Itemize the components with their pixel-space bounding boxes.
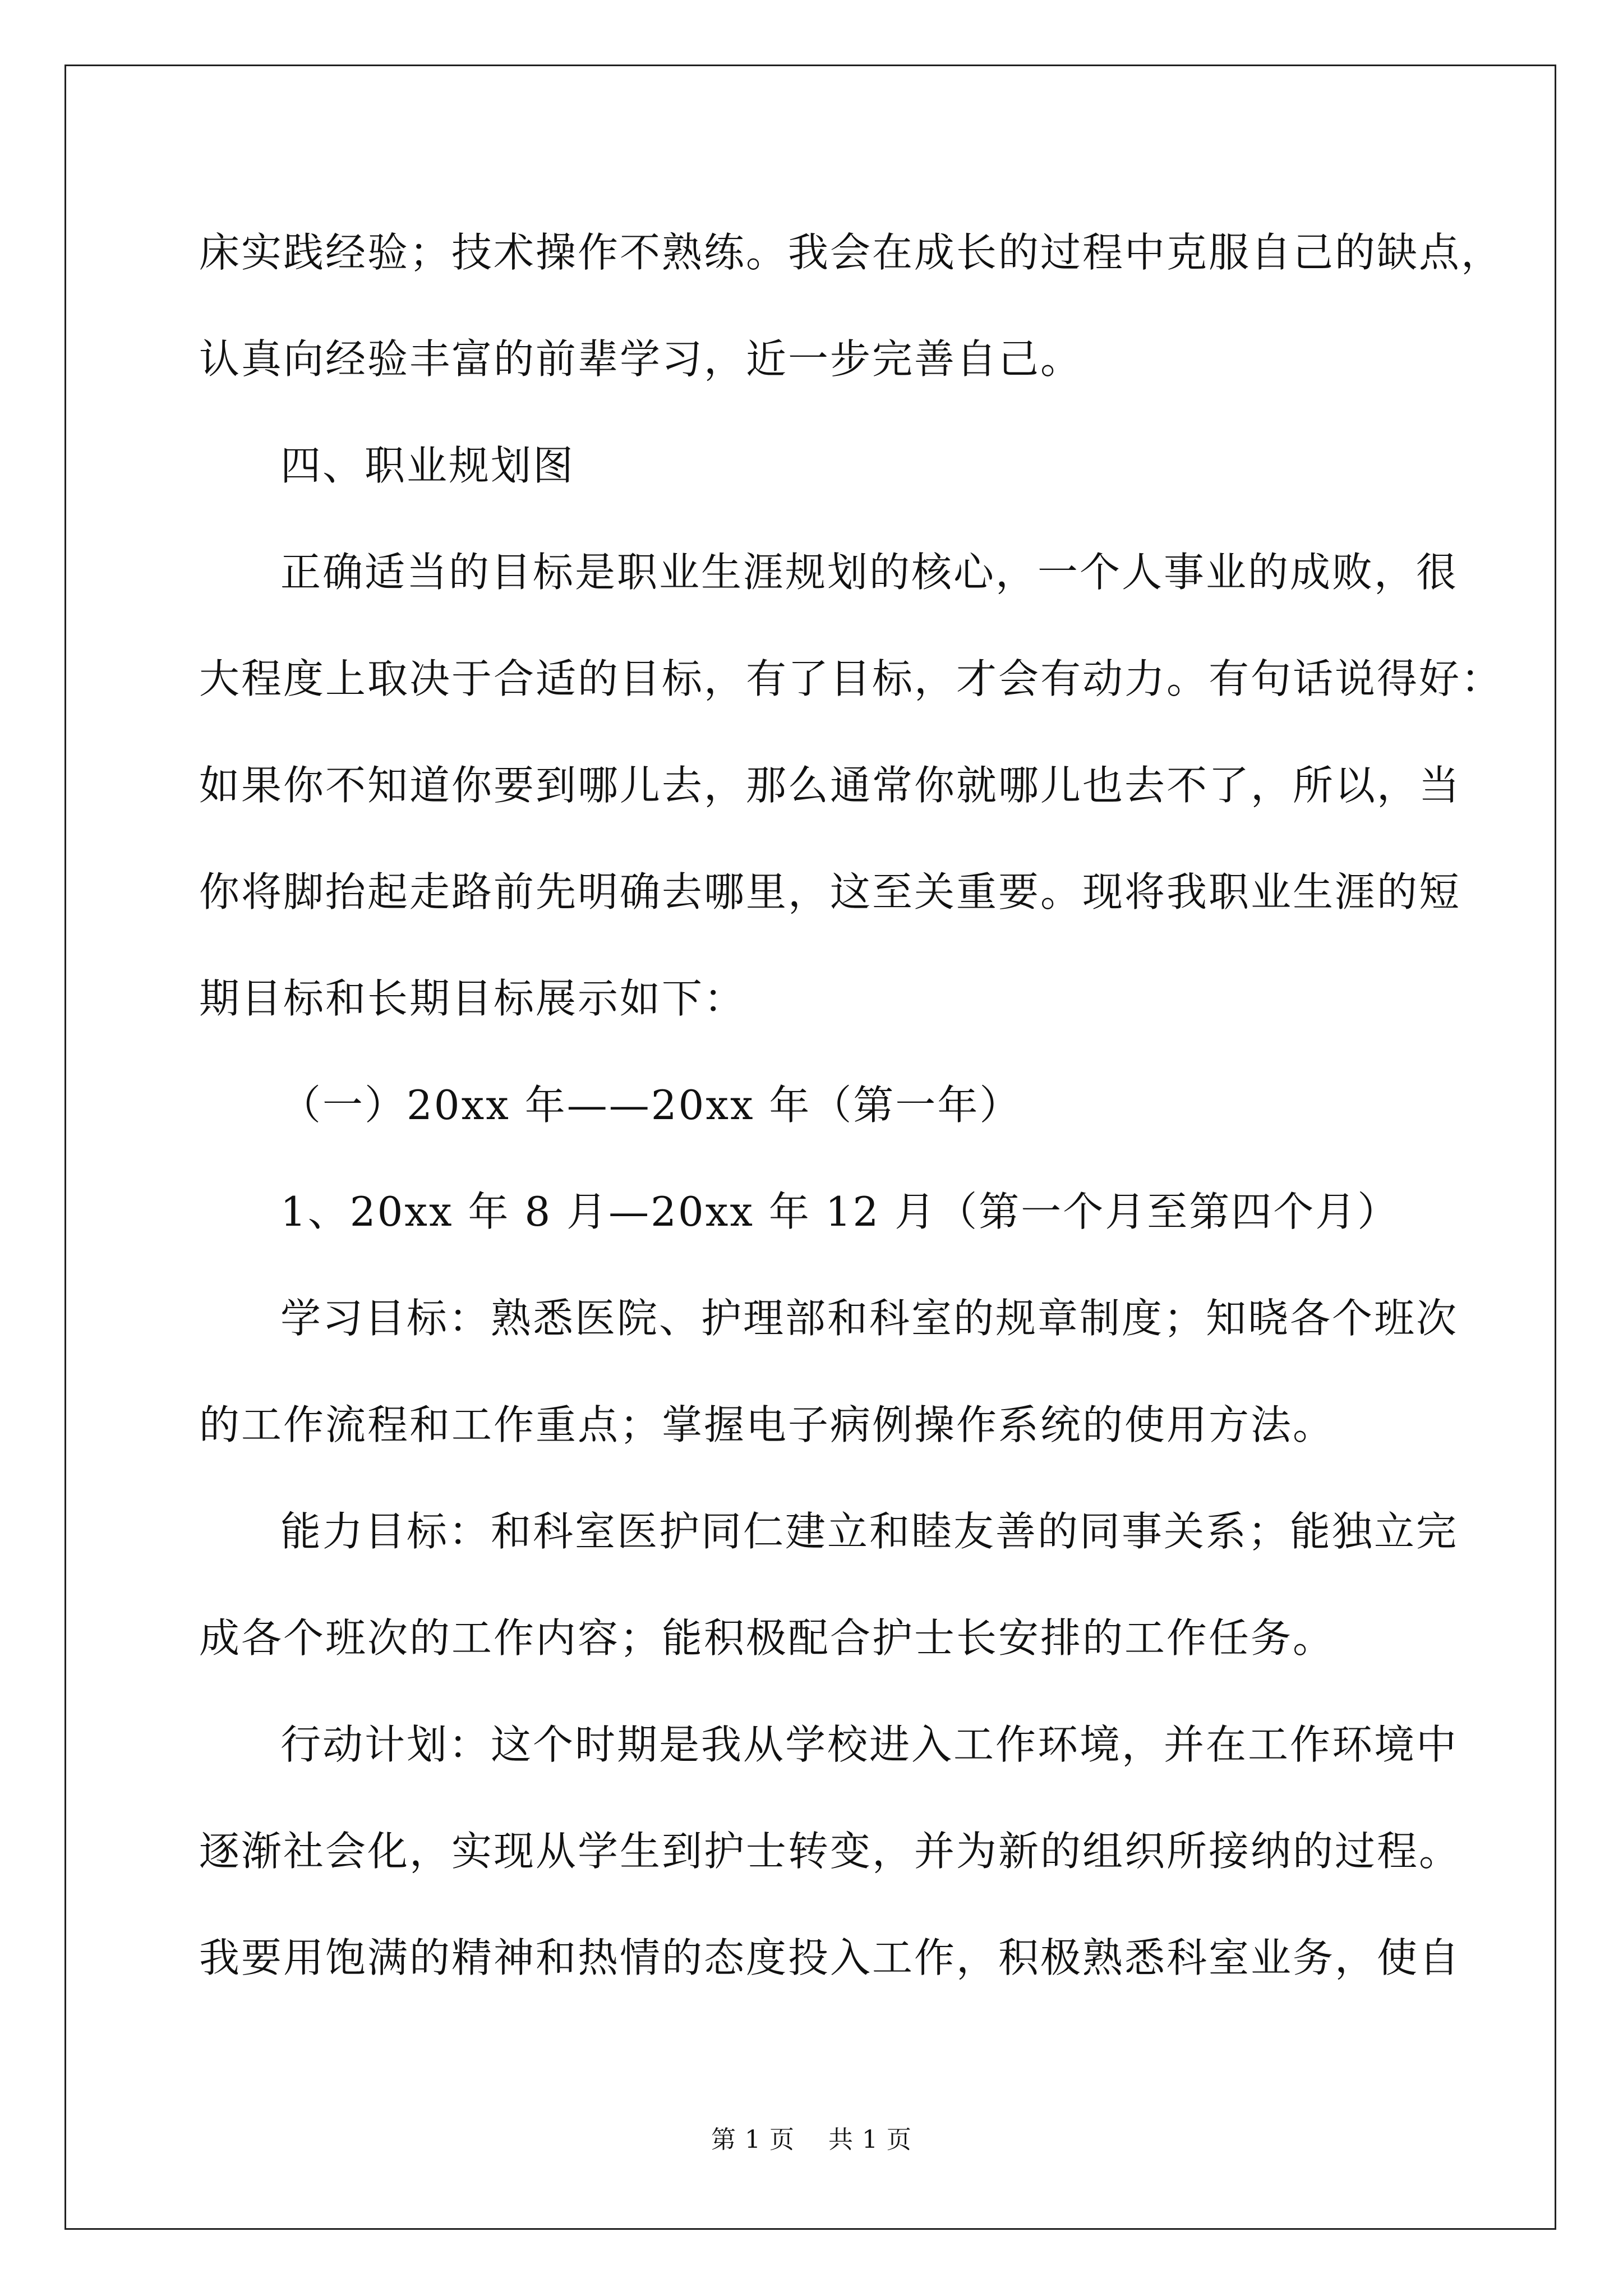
text-line: 大程度上取决于合适的目标，有了目标，才会有动力。有句话说得好： <box>199 655 1504 702</box>
text-line: 你将脚抬起走路前先明确去哪里，这至关重要。现将我职业生涯的短 <box>199 868 1461 915</box>
text-line: 正确适当的目标是职业生涯规划的核心，一个人事业的成败，很 <box>280 549 1459 596</box>
text-line: 期目标和长期目标展示如下： <box>199 975 746 1022</box>
text-line: 四、职业规划图 <box>280 442 575 489</box>
text-line: 行动计划：这个时期是我从学校进入工作环境，并在工作环境中 <box>280 1721 1459 1768</box>
document-body <box>199 222 1504 2033</box>
text-line: 逐渐社会化，实现从学生到护士转变，并为新的组织所接纳的过程。 <box>199 1828 1461 1875</box>
page-number-footer: 第 1 页 共 1 页 <box>711 2125 912 2154</box>
text-line: 成各个班次的工作内容；能积极配合护士长安排的工作任务。 <box>199 1614 1335 1662</box>
text-line: 的工作流程和工作重点；掌握电子病例操作系统的使用方法。 <box>199 1401 1335 1448</box>
text-line: （一）20xx 年——20xx 年（第一年） <box>280 1082 1022 1129</box>
text-line: 能力目标：和科室医护同仁建立和睦友善的同事关系；能独立完 <box>280 1508 1459 1555</box>
text-line: 认真向经验丰富的前辈学习，近一步完善自己。 <box>199 335 1083 383</box>
text-line: 如果你不知道你要到哪儿去，那么通常你就哪儿也去不了，所以，当 <box>199 762 1461 809</box>
text-line: 1、20xx 年 8 月—20xx 年 12 月（第一个月至第四个月） <box>280 1188 1400 1235</box>
text-line: 学习目标：熟悉医院、护理部和科室的规章制度；知晓各个班次 <box>280 1295 1459 1342</box>
text-line: 床实践经验；技术操作不熟练。我会在成长的过程中克服自己的缺点， <box>199 229 1504 276</box>
text-line: 我要用饱满的精神和热情的态度投入工作，积极熟悉科室业务，使自 <box>199 1934 1461 1981</box>
